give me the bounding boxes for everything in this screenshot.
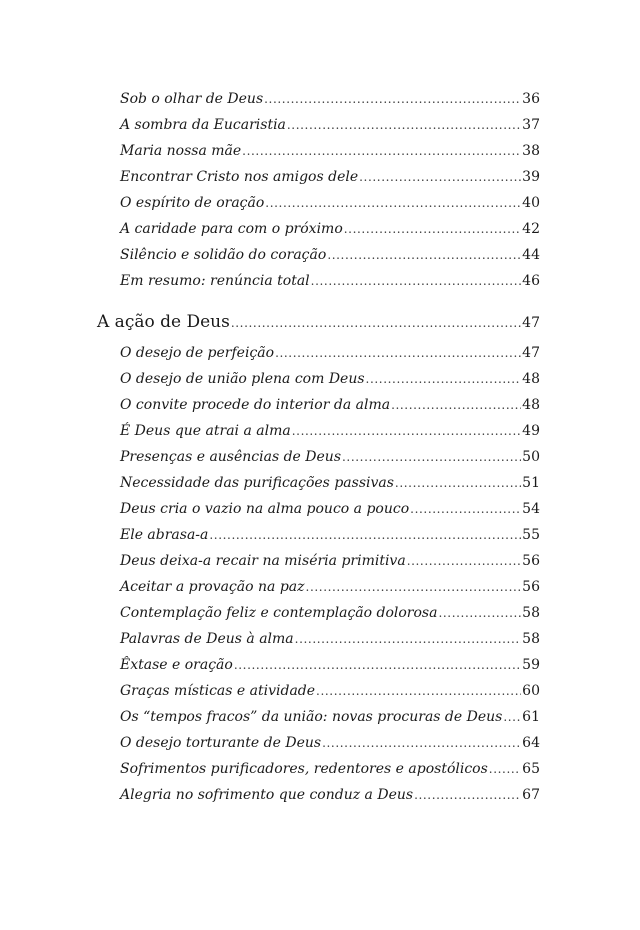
toc-entry-page: 64 bbox=[522, 735, 540, 751]
toc-entry-title: Encontrar Cristo nos amigos dele bbox=[120, 169, 359, 185]
toc-entry-title: O desejo torturante de Deus bbox=[120, 735, 322, 751]
toc-entry-title: A sombra da Eucaristia bbox=[120, 117, 286, 133]
toc-entry-page: 39 bbox=[522, 169, 540, 185]
toc-entry-page: 58 bbox=[522, 605, 540, 621]
toc-entry-title: O convite procede do interior da alma bbox=[120, 397, 391, 413]
toc-entry bbox=[120, 269, 540, 293]
toc-entry-page: 54 bbox=[522, 501, 540, 517]
leader-dots bbox=[410, 497, 521, 521]
toc-entry-title: Deus cria o vazio na alma pouco a pouco bbox=[120, 501, 410, 517]
toc-entry bbox=[120, 367, 540, 391]
toc-section-heading bbox=[97, 310, 540, 334]
leader-dots bbox=[231, 311, 521, 335]
toc-entry bbox=[120, 705, 540, 729]
toc-entry bbox=[120, 653, 540, 677]
toc-entry-page: 48 bbox=[522, 371, 540, 387]
toc-entry-page: 48 bbox=[522, 397, 540, 413]
leader-dots bbox=[438, 601, 521, 625]
leader-dots bbox=[395, 471, 521, 495]
toc-entry bbox=[120, 731, 540, 755]
toc-entry bbox=[120, 549, 540, 573]
leader-dots bbox=[414, 783, 521, 807]
toc-entry bbox=[120, 497, 540, 521]
toc-entry bbox=[120, 757, 540, 781]
leader-dots bbox=[366, 367, 522, 391]
leader-dots bbox=[264, 87, 521, 111]
toc-entry-title: Sob o olhar de Deus bbox=[120, 91, 264, 107]
toc-entry-title: Palavras de Deus à alma bbox=[120, 631, 294, 647]
toc-entry bbox=[120, 165, 540, 189]
leader-dots bbox=[209, 523, 521, 547]
toc-entry-page: 65 bbox=[522, 761, 540, 777]
leader-dots bbox=[295, 627, 522, 651]
toc-entry-title: Necessidade das purificações passivas bbox=[120, 475, 394, 491]
toc-entry bbox=[120, 471, 540, 495]
toc-entry-title: Os “tempos fracos” da união: novas procuras de Deus bbox=[120, 709, 503, 725]
toc-entry-title: O espírito de oração bbox=[120, 195, 265, 211]
toc-entry-title: É Deus que atrai a alma bbox=[120, 423, 291, 439]
toc-entry bbox=[120, 679, 540, 703]
leader-dots bbox=[265, 191, 521, 215]
leader-dots bbox=[489, 757, 521, 781]
toc-entry-page: 59 bbox=[522, 657, 540, 673]
toc-entry bbox=[120, 217, 540, 241]
toc-entry-title: A caridade para com o próximo bbox=[120, 221, 343, 237]
leader-dots bbox=[275, 341, 521, 365]
toc-entry bbox=[120, 87, 540, 111]
leader-dots bbox=[242, 139, 521, 163]
toc-entry-title: O desejo de perfeição bbox=[120, 345, 275, 361]
toc-section-title: A ação de Deus bbox=[97, 312, 230, 332]
toc-entry-page: 50 bbox=[522, 449, 540, 465]
toc-entry-page: 47 bbox=[522, 345, 540, 361]
toc-entry bbox=[120, 341, 540, 365]
toc-entry-title: Silêncio e solidão do coração bbox=[120, 247, 327, 263]
toc-entry-page: 60 bbox=[522, 683, 540, 699]
toc-entry bbox=[120, 113, 540, 137]
toc-entry-page: 44 bbox=[522, 247, 540, 263]
toc-entry-title: Alegria no sofrimento que conduz a Deus bbox=[120, 787, 414, 803]
toc-entry-title: Graças místicas e atividade bbox=[120, 683, 316, 699]
toc-entry-page: 56 bbox=[522, 553, 540, 569]
toc-entry-title: O desejo de união plena com Deus bbox=[120, 371, 365, 387]
toc-entry bbox=[120, 627, 540, 651]
toc-entry bbox=[120, 445, 540, 469]
toc-section-page: 47 bbox=[522, 315, 540, 331]
toc-entry-page: 67 bbox=[522, 787, 540, 803]
toc-entry bbox=[120, 191, 540, 215]
toc-entry-page: 36 bbox=[522, 91, 540, 107]
leader-dots bbox=[322, 731, 521, 755]
leader-dots bbox=[359, 165, 521, 189]
toc-entry-title: Ele abrasa-a bbox=[120, 527, 209, 543]
toc-entry bbox=[120, 523, 540, 547]
toc-entry-title: Sofrimentos purificadores, redentores e apostólicos bbox=[120, 761, 488, 777]
toc-entry-page: 38 bbox=[522, 143, 540, 159]
leader-dots bbox=[234, 653, 521, 677]
toc-entry-page: 46 bbox=[522, 273, 540, 289]
toc-entry bbox=[120, 575, 540, 599]
leader-dots bbox=[407, 549, 521, 573]
toc-entry-title: Maria nossa mãe bbox=[120, 143, 242, 159]
toc-entry-page: 51 bbox=[522, 475, 540, 491]
toc-entry bbox=[120, 783, 540, 807]
toc-entry-page: 55 bbox=[522, 527, 540, 543]
leader-dots bbox=[306, 575, 522, 599]
toc-entry-title: Contemplação feliz e contemplação dolorosa bbox=[120, 605, 438, 621]
toc-entry-title: Aceitar a provação na paz bbox=[120, 579, 305, 595]
toc-entry-page: 49 bbox=[522, 423, 540, 439]
toc-entry-page: 56 bbox=[522, 579, 540, 595]
leader-dots bbox=[327, 243, 521, 267]
toc-entry bbox=[120, 139, 540, 163]
toc-entry bbox=[120, 601, 540, 625]
leader-dots bbox=[311, 269, 522, 293]
toc-entry-title: Em resumo: renúncia total bbox=[120, 273, 310, 289]
toc-entry-page: 61 bbox=[522, 709, 540, 725]
toc-entry-page: 37 bbox=[522, 117, 540, 133]
toc-entry-title: Presenças e ausências de Deus bbox=[120, 449, 341, 465]
toc-entry-page: 58 bbox=[522, 631, 540, 647]
toc-entry-page: 42 bbox=[522, 221, 540, 237]
toc-entry bbox=[120, 243, 540, 267]
toc-entry-page: 40 bbox=[522, 195, 540, 211]
leader-dots bbox=[344, 217, 521, 241]
toc-entry-title: Êxtase e oração bbox=[120, 657, 233, 673]
leader-dots bbox=[292, 419, 521, 443]
leader-dots bbox=[503, 705, 521, 729]
toc-entry bbox=[120, 419, 540, 443]
leader-dots bbox=[287, 113, 521, 137]
leader-dots bbox=[316, 679, 521, 703]
leader-dots bbox=[391, 393, 521, 417]
leader-dots bbox=[342, 445, 521, 469]
toc-entry-title: Deus deixa-a recair na miséria primitiva bbox=[120, 553, 406, 569]
toc-entry bbox=[120, 393, 540, 417]
